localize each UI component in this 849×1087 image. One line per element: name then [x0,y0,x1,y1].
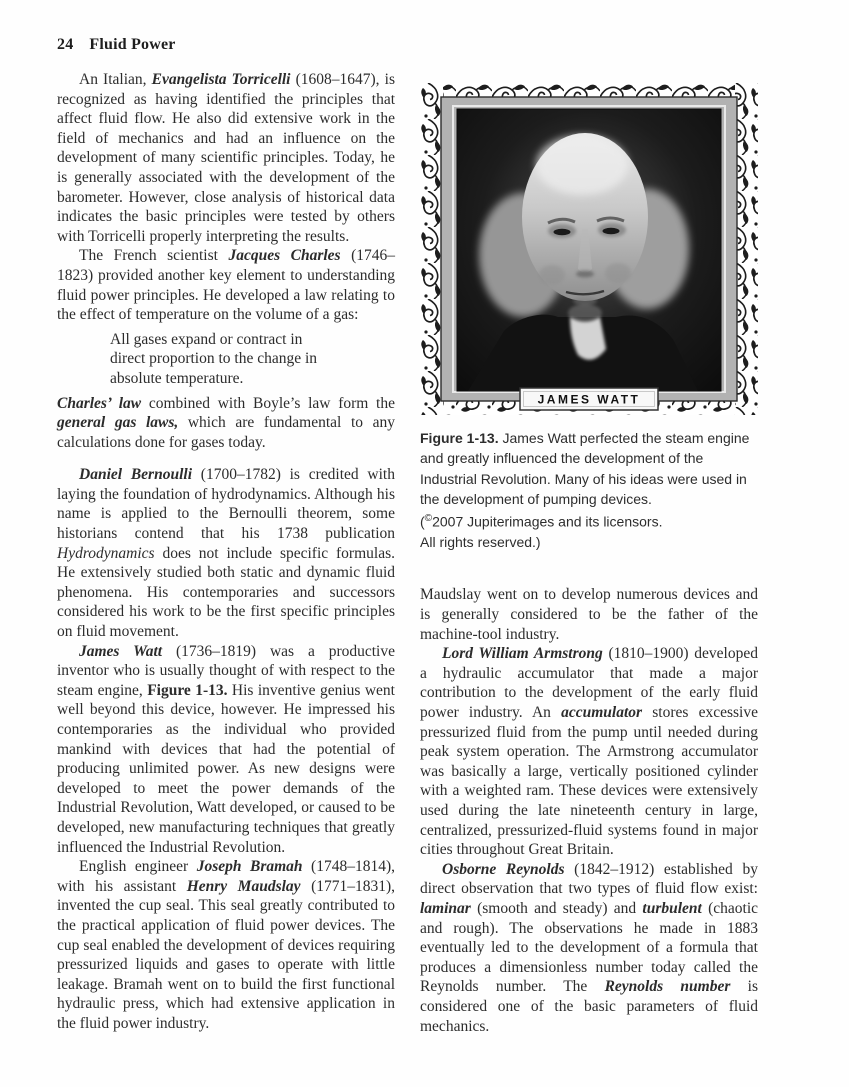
paragraph-maudslay: Maudslay went on to develop numerous devices and is generally considered to be the father of the machine-tool industry. [420,586,758,643]
name-plate [520,388,658,410]
paragraph-armstrong: Lord William Armstrong (1810–1900) developed a hydraulic accumulator that made a major contribution to the development of the early fluid power industry. An accumulator stores excessive pressurized fluid from the pump until needed during peak system operation. The Armstrong accumulator was basically a large, vertically positioned cylinder with a weighted ram. These devices were extensively used during the late nineteenth century in large, centralized, pressurized-fluid systems found in major cities throughout Great Britain. [420,645,758,859]
page-number: 24 [57,36,74,53]
paragraph-bramah: English engineer Joseph Bramah (1748–1814), with his assistant Henry Maudslay (1771–1831), invented the cup seal. This seal greatly contributed to the practical application of fluid power devices. The cup seal enabled the development of devices requiring pressurized liquids and gases to operate with little leakage. Bramah went on to build the first functional hydraulic press, which had extensive application in the fluid power industry. [57,858,396,1032]
book-title: Fluid Power [89,36,176,53]
left-column [57,70,395,1034]
paragraph-bernoulli: Daniel Bernoulli (1700–1782) is credited with laying the foundation of hydrodynamics. Although his name is applied to the Bernoulli theorem, some historians contend that his 1738 publication Hydrodynamics does not include specific formulas. He extensively studied both static and dynamic fluid phenomena. His contemporaries and successors considered his work to be the first specific principles on fluid movement. [57,466,395,641]
james-watt-portrait-image [420,83,758,415]
right-column [420,83,758,1036]
paragraph-torricelli: An Italian, Evangelista Torricelli (1608–1647), is recognized as having identified the principles that affect fluid flow. He also did extensive work in the field of mechanics and had an influence on the development of many scientific principles. Today, he is generally associated with the development of the barometer. However, close analysis of historical data indicates the basic principles were tested by others with Torricelli properly interpreting the results. [57,71,395,245]
block-quote-charles-law: All gases expand or contract in direct proportion to the change in absolute temperature. [110,330,318,387]
paragraph-gas-laws: Charles’ law combined with Boyle’s law form the general gas laws, which are fundamental to any calculations done for gases today. [57,394,395,451]
paragraph-charles: The French scientist Jacques Charles (1746–1823) provided another key element to understanding fluid power principles. He developed a law relating to the effect of temperature on the volume of a gas: [57,247,395,324]
name-plate-label: JAMES WATT [537,392,641,407]
page-header [57,36,176,54]
figure-1-13 [420,83,758,552]
paragraph-watt: James Watt (1736–1819) was a productive inventor who is usually thought of with respect to the steam engine, Figure 1-13. His inventive genius went well beyond this device, however. He impressed his contemporaries as the individual who provided mankind with devices that had the potential of producing unlimited power. As new designs were developed to meet the power demands of the Industrial Revolution, Watt developed, or caused to be developed, new manufacturing techniques that greatly influenced the Industrial Revolution. [57,642,395,856]
paragraph-reynolds: Osborne Reynolds (1842–1912) established by direct observation that two types of fluid flow exist: laminar (smooth and steady) and turbulent (chaotic and rough). The observations he made in 1883 eventually led to the development of a formula that produces a dimensionless number today called the Reynolds number. The Reynolds number is considered one of the basic parameters of fluid mechanics. [420,860,759,1035]
figure-caption: Figure 1-13. James Watt perfected the steam engine and greatly influenced the development of the Industrial Revolution. Many of his ideas were used in the development of pumping devices. (©2007 Jupiterimages and its licensors. All rights reserved.) [420,430,750,551]
